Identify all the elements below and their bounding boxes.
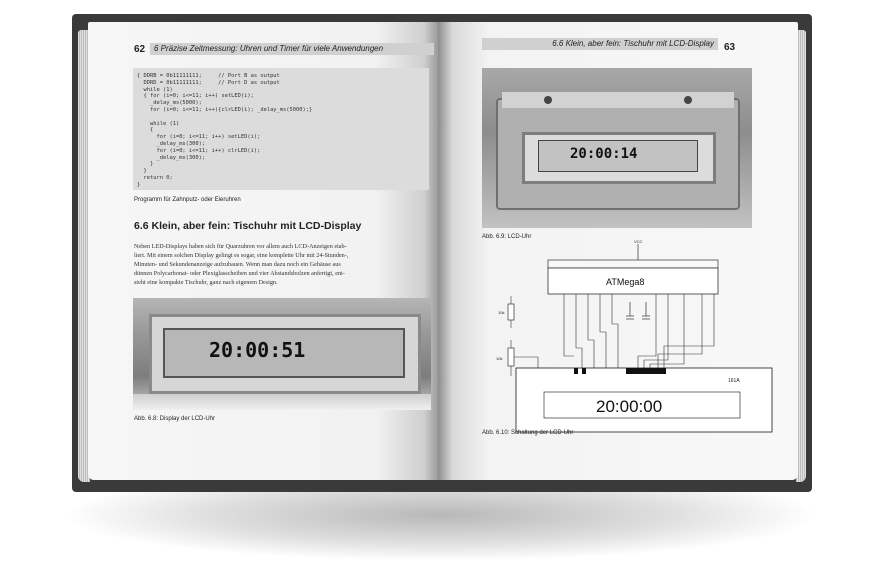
schematic-diagram <box>478 236 778 436</box>
page-number-right: 63 <box>724 42 736 53</box>
running-header-left: 6 Präzise Zeitmessung: Uhren und Timer für viele Anwendungen <box>150 43 434 55</box>
clock-top-plate <box>502 92 734 108</box>
vcc-label: VCC <box>634 239 643 244</box>
figure-caption-6-9: Abb. 6.9: LCD-Uhr <box>482 234 532 240</box>
code-line: DDRD = 0b11111111; // Port D as output <box>137 79 280 86</box>
chip-pin-row-top <box>548 260 718 268</box>
right-page <box>438 22 798 480</box>
svg-text:10k: 10k <box>496 356 503 361</box>
paragraph-line: steht eine kompakte Tischuhr, ganz nach eigenem Design. <box>134 279 278 286</box>
figure-caption-6-10: Abb. 6.10: Schaltung der LCD-Uhr <box>482 430 574 436</box>
code-line: while (1) <box>137 86 173 93</box>
capacitors <box>626 302 650 319</box>
paragraph-line: dünnen Polycarbonat- oder Plexiglasscheiben und vier Abstandsbolzen anfertigt, ent- <box>134 270 345 277</box>
photo-lcd-display <box>133 298 431 410</box>
code-line: return 0; <box>137 175 173 181</box>
code-line: } <box>137 181 141 188</box>
bolt-1 <box>544 96 552 104</box>
bolt-2 <box>684 96 692 104</box>
code-listing <box>133 68 429 190</box>
code-line: while (1) <box>137 120 180 127</box>
lcd-pcb-edge <box>133 394 431 410</box>
code-line: } <box>137 161 154 168</box>
lcd-time-readout: 20:00:51 <box>209 338 306 362</box>
resistor-10k <box>498 296 514 328</box>
code-line: _delay_ms(300); <box>137 141 206 147</box>
paragraph-line: liert. Mit einem solchen Display gelingt es sogar, eine komplette Uhr mit 24-Stunden-, <box>134 252 349 259</box>
code-line: { for (i=0; i<=11; i++) setLED(i); <box>137 93 254 100</box>
section-heading: 6.6 Klein, aber fein: Tischuhr mit LCD-Display <box>134 220 362 232</box>
running-header-right: 6.6 Klein, aber fein: Tischuhr mit LCD-Display <box>482 38 718 50</box>
code-line: { <box>137 127 154 134</box>
clock-time-readout: 20:00:14 <box>570 146 638 162</box>
code-line: { DDRB = 0b11111111; // Port B as output <box>137 73 280 79</box>
paragraph-line: Minuten- und Sekundenanzeige aufzubauen. Wenn man dazu noch ein Gehäuse aus <box>134 261 341 268</box>
svg-text:10k: 10k <box>498 310 505 315</box>
schematic-lcd-time: 20:00:00 <box>596 397 663 416</box>
lcd-module-label: 161A <box>728 378 740 384</box>
page-number-left: 62 <box>134 44 146 55</box>
code-line: _delay_ms(300); <box>137 154 206 161</box>
data-wires <box>564 294 714 368</box>
code-line: } <box>137 168 147 175</box>
code-line: for (i=0; i<=11; i++) clrLED(i); <box>137 147 261 154</box>
code-caption: Programm für Zahnputz- oder Eieruhren <box>134 197 241 203</box>
paragraph-line: Neben LED-Displays haben sich für Quarzuhren vor allem auch LCD-Anzeigen etab- <box>134 243 347 250</box>
code-line: _delay_ms(5000); <box>137 100 202 107</box>
figure-caption-6-8: Abb. 6.8: Display der LCD-Uhr <box>134 416 216 422</box>
chip-label: ATMega8 <box>606 277 645 287</box>
code-line: for (i=0; i<=11; i++){clrLED(i); _delay_ms(5000);} <box>137 107 313 113</box>
photo-lcd-clock <box>482 68 752 228</box>
left-page <box>88 22 438 480</box>
code-line: for (i=0; i<=11; i++) setLED(i); <box>137 134 261 141</box>
